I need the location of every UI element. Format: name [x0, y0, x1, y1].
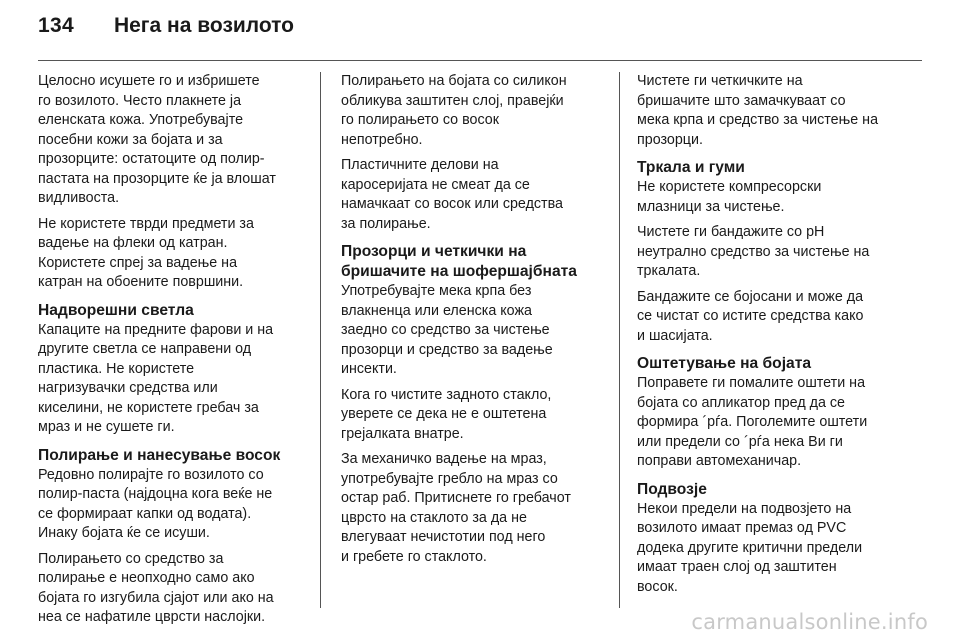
- paragraph: Не користете компресорски млазници за чистење.: [637, 179, 822, 215]
- section-heading: Подвозје: [637, 480, 707, 498]
- paragraph: Употребувајте мека крпа без влакненца или еленска кожа заедно со средство за чистење прозорци и средство за вадење инсекти.: [341, 283, 553, 377]
- paragraph: Пластичните делови на каросеријата не смеат да се намачкаат со восок или средства за полирање.: [341, 157, 563, 232]
- header-rule: [38, 60, 922, 61]
- section-heading: Оштетување на бојата: [637, 355, 812, 372]
- paragraph: За механичко вадење на мраз, употребувајте гребло на мраз со остар раб. Притиснете го гребачот цврсто на стаклото за да не влегуваат нечистотии под него и гребете го стаклото.: [341, 451, 571, 565]
- section-heading: Надворешни светла: [38, 301, 194, 319]
- paragraph: Чистете ги бандажите со pH неутрално средство за чистење на тркалата.: [637, 224, 870, 279]
- column-divider: [320, 72, 321, 608]
- paragraph: Кога го чистите задното стакло, уверете се дека не е оштетена грејалката внатре.: [341, 386, 552, 442]
- text-column-2: [341, 72, 611, 573]
- column-divider: [619, 72, 620, 608]
- paragraph: Чистете ги четкичките на бришачите што замачкуваат со мека крпа и средство за чистење на прозорци.: [637, 73, 879, 148]
- page-header: [38, 14, 294, 50]
- section-heading: Полирање и нанесување восок: [38, 446, 281, 464]
- page-number: 134: [38, 14, 74, 37]
- watermark: carmanualsonline.info: [691, 610, 928, 634]
- text-column-3: [637, 72, 917, 603]
- paragraph: Не користете тврди предмети за вадење на флеки од катран. Користете спреј за вадење на катран на обоените површини.: [38, 215, 254, 290]
- paragraph: Некои предели на подвозјето на возилото имаат премаз од PVC додека другите критични предели имаат траен слој од заштитен восок.: [637, 500, 863, 595]
- paragraph: Полирањето на бојата со силикон обликува заштитен слој, правејќи го полирањето со восок непотребно.: [341, 73, 567, 148]
- paragraph: Поправете ги помалите оштети на бојата со апликатор пред да се формира ´рѓа. Поголемите оштети или предели со ´рѓа нека Ви ги поправи автомеханичар.: [637, 375, 868, 469]
- paragraph: Полирањето со средство за полирање е неопходно само ако бојата го изгубила сјајот или ако на неа се нафатиле цврсти наслојки.: [38, 550, 274, 625]
- paragraph: Капаците на предните фарови и на другите светла се направени од пластика. Не користете нагризувачки средства или киселини, не користете гребач за мраз и не сушете ги.: [38, 321, 274, 435]
- text-column-1: [38, 72, 308, 634]
- section-heading: Прозорци и четкички на бришачите на шофершајбната: [341, 243, 577, 280]
- section-heading: Тркала и гуми: [637, 159, 745, 176]
- page-title: Нега на возилото: [113, 14, 294, 37]
- paragraph: Целосно исушете го и избришете го возилото. Често плакнете ја еленската кожа. Употребувајте посебни кожи за бојата и за прозорците: остатоците од полир- пастата на прозорците ќе ја влошат видливоста.: [38, 73, 276, 206]
- paragraph: Редовно полирајте го возилото со полир-паста (најдоцна кога веќе не се формираат капки од водата). Инаку бојата ќе се исуши.: [38, 466, 273, 541]
- paragraph: Бандажите се бојосани и може да се чистат со истите средства како и шасијата.: [637, 288, 864, 344]
